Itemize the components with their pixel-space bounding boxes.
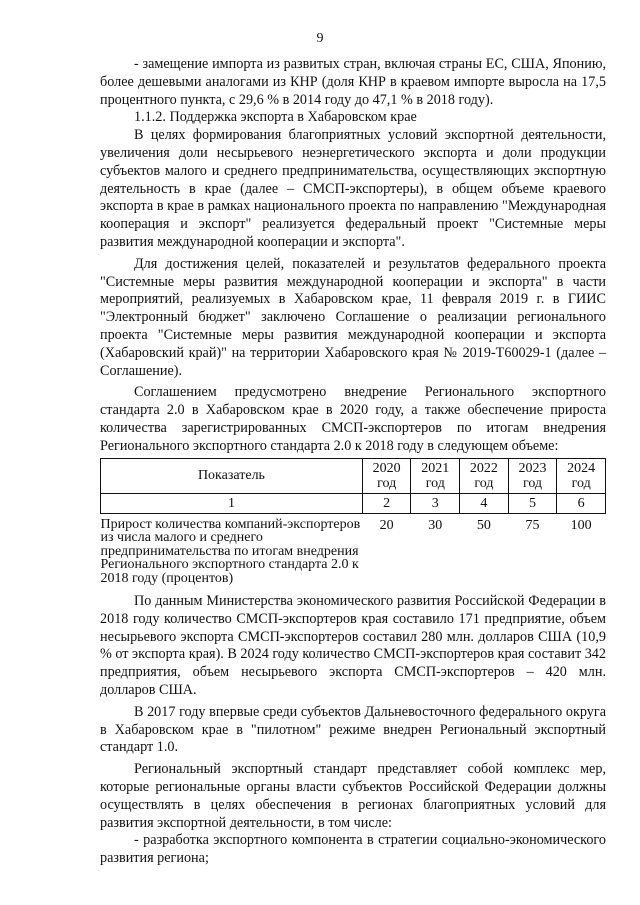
paragraph-ministry-data: По данным Министерства экономического развития Российской Федерации в 2018 году количество СМСП-экспортеров края составило 171 предприятие, объем несырьевого экспорта СМСП-экспортеров составил 280 млн. долларов США (10,9 % от экспорта края). В 2024 году количество СМСП-экспортеров края составит 342 предприятия, объем несырьевого экспорта СМСП-экспортеров – 420 млн. долларов США.: [100, 593, 606, 699]
column-number: 1: [101, 493, 363, 513]
paragraph-import-substitution: - замещение импорта из развитых стран, включая страны ЕС, США, Японию, более дешевыми аналогами из КНР (доля КНР в краевом импорте выросла на 17,5 процентного пункта, с 29,6 % в 2014 году до 47,1 % в 2018 году).: [100, 56, 606, 108]
section-heading-export-support: 1.1.2. Поддержка экспорта в Хабаровском крае: [134, 109, 417, 126]
table-cell: 100: [570, 517, 592, 533]
header-year: 2023 год: [508, 458, 557, 493]
header-year: 2022 год: [460, 458, 509, 493]
header-indicator: Показатель: [101, 458, 363, 493]
header-year: 2024 год: [557, 458, 606, 493]
header-year: 2020 год: [362, 458, 411, 493]
column-number: 5: [508, 493, 557, 513]
document-body: [100, 56, 606, 868]
table-header-row: [101, 458, 606, 493]
paragraph-federal-project: В целях формирования благоприятных условий экспортной деятельности, увеличения доли несырьевого неэнергетического экспорта и доли продукции субъектов малого и среднего предпринимательства, осуществляющих экспортную деятельность в крае (далее – СМСП-экспортеры), в общем объеме краевого экспорта в крае в рамках национального проекта по направлению "Международная кооперация и экспорт" реализуется федеральный проект "Системные меры развития международной кооперации и экспорта".: [100, 127, 606, 250]
paragraph-agreement: Для достижения целей, показателей и результатов федерального проекта "Системные меры развития международной кооперации и экспорта" в части мероприятий, реализуемых в Хабаровском крае, 11 февраля 2019 г. в ГИИС "Электронный бюджет" заключено Соглашение о реализации регионального проекта "Системные меры развития международной кооперации и экспорта (Хабаровский край)" на территории Хабаровского края № 2019-Т60029-1 (далее – Соглашение).: [100, 255, 606, 379]
column-number: 2: [362, 493, 411, 513]
column-number: 6: [557, 493, 606, 513]
column-number: 3: [411, 493, 460, 513]
paragraph-export-standard: Соглашением предусмотрено внедрение Регионального экспортного стандарта 2.0 в Хабаровском крае в 2020 году, а также обеспечение прироста количества зарегистрированных СМСП-экспортеров по итогам внедрения Регионального экспортного стандарта 2.0 к 2018 году в следующем объеме:: [100, 384, 606, 454]
row-label: Прирост количества компаний-экспортеров из числа малого и среднего предпринимательства по итогам внедрения Регионального экспортного стандарта 2.0 к 2018 году (процентов): [100, 516, 361, 586]
paragraph-pilot-2017: В 2017 году впервые среди субъектов Дальневосточного федерального округа в Хабаровском крае в "пилотном" режиме внедрен Региональный экспортный стандарт 1.0.: [100, 703, 606, 756]
header-year: 2021 год: [411, 458, 460, 493]
table-cell: 50: [476, 517, 491, 533]
table-cell: 20: [379, 517, 394, 533]
table-cell: 75: [525, 517, 540, 533]
page-number: 9: [316, 31, 324, 46]
column-number: 4: [460, 493, 509, 513]
table-row: [101, 513, 606, 587]
table-cell: 30: [428, 517, 443, 533]
paragraph-standard-definition: Региональный экспортный стандарт представляет собой комплекс мер, которые региональные органы власти субъектов Российской Федерации должны осуществлять в целях обеспечения в регионах благоприятных условий для развития экспортной деятельности, в том числе:: [100, 761, 606, 831]
paragraph-list-item: - разработка экспортного компонента в стратегии социально-экономического развития региона;: [100, 832, 606, 867]
indicators-table: [100, 458, 606, 588]
table-column-numbers-row: [101, 493, 606, 513]
